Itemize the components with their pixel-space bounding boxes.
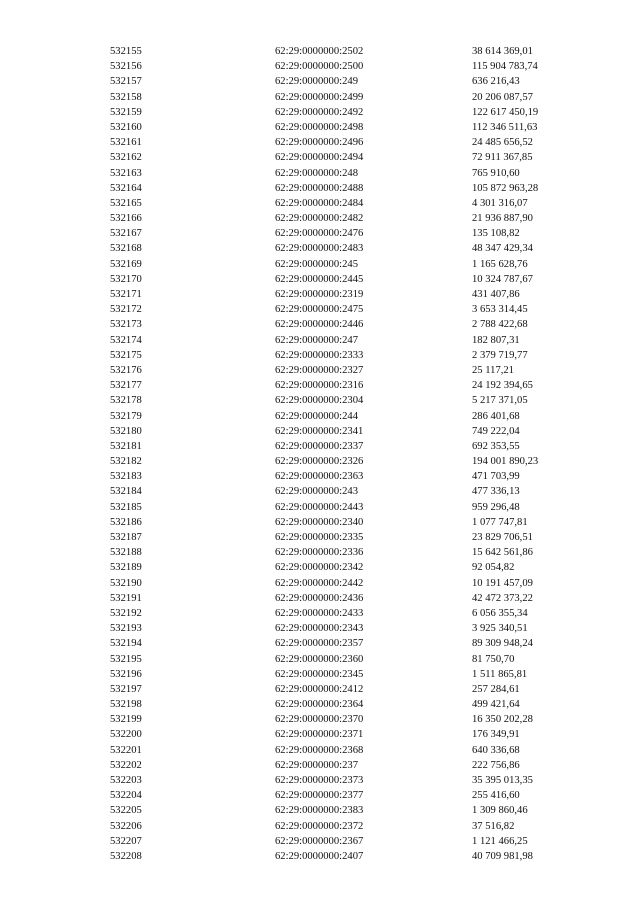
row-id: 532159 <box>110 106 142 118</box>
cadastral-number: 62:29:0000000:2496 <box>275 137 364 149</box>
cadastral-number: 62:29:0000000:249 <box>275 76 358 88</box>
row-id: 532203 <box>110 775 142 786</box>
row-id: 532175 <box>110 349 142 361</box>
cadastral-number: 62:29:0000000:2335 <box>275 532 364 543</box>
cadastral-value: 3 653 314,45 <box>472 304 528 316</box>
cadastral-number: 62:29:0000000:2340 <box>275 516 364 528</box>
table-row <box>0 515 640 530</box>
row-id: 532208 <box>110 850 142 862</box>
cadastral-value: 15 642 561,86 <box>472 547 533 559</box>
row-id: 532189 <box>110 562 142 574</box>
cadastral-number: 62:29:0000000:2327 <box>275 364 364 376</box>
row-id: 532202 <box>110 759 142 771</box>
cadastral-value: 4 301 316,07 <box>472 197 528 209</box>
table-row <box>0 348 640 363</box>
cadastral-number: 62:29:0000000:2333 <box>275 349 364 361</box>
row-id: 532176 <box>110 364 142 376</box>
cadastral-number: 62:29:0000000:2446 <box>275 319 364 331</box>
cadastral-value: 24 485 656,52 <box>472 137 533 149</box>
table-row <box>0 317 640 332</box>
cadastral-number: 62:29:0000000:2368 <box>275 744 364 756</box>
table-row <box>0 849 640 864</box>
cadastral-number: 62:29:0000000:2377 <box>275 790 364 802</box>
cadastral-number: 62:29:0000000:2482 <box>275 213 364 225</box>
table-row <box>0 196 640 211</box>
row-id: 532172 <box>110 304 142 316</box>
cadastral-value: 1 121 466,25 <box>472 835 528 847</box>
cadastral-number: 62:29:0000000:2342 <box>275 562 364 574</box>
row-id: 532183 <box>110 471 142 483</box>
cadastral-value: 89 309 948,24 <box>472 638 533 650</box>
cadastral-number: 62:29:0000000:2304 <box>275 395 364 407</box>
cadastral-number: 62:29:0000000:2483 <box>275 243 364 255</box>
cadastral-number: 62:29:0000000:244 <box>275 410 358 422</box>
cadastral-number: 62:29:0000000:2319 <box>275 289 364 300</box>
cadastral-value: 10 324 787,67 <box>472 273 533 285</box>
table-row <box>0 834 640 849</box>
cadastral-value: 765 910,60 <box>472 167 520 179</box>
row-id: 532185 <box>110 501 142 513</box>
cadastral-number: 62:29:0000000:247 <box>275 334 358 346</box>
cadastral-value: 2 788 422,68 <box>472 319 528 331</box>
cadastral-number: 62:29:0000000:2373 <box>275 775 364 786</box>
row-id: 532186 <box>110 516 142 528</box>
cadastral-number: 62:29:0000000:2494 <box>275 152 364 164</box>
cadastral-value: 3 925 340,51 <box>472 623 528 635</box>
cadastral-value: 25 117,21 <box>472 364 514 376</box>
cadastral-number: 62:29:0000000:2443 <box>275 501 364 513</box>
cadastral-number: 62:29:0000000:2476 <box>275 228 364 240</box>
cadastral-number: 62:29:0000000:2492 <box>275 106 364 118</box>
cadastral-value: 471 703,99 <box>472 471 520 483</box>
row-id: 532205 <box>110 805 142 817</box>
row-id: 532190 <box>110 577 142 589</box>
row-id: 532179 <box>110 410 142 422</box>
row-id: 532164 <box>110 182 142 194</box>
table-row <box>0 500 640 515</box>
row-id: 532181 <box>110 440 142 452</box>
table-row <box>0 393 640 408</box>
cadastral-value: 959 296,48 <box>472 501 520 513</box>
cadastral-value: 222 756,86 <box>472 759 520 771</box>
cadastral-value: 38 614 369,01 <box>472 46 533 57</box>
table-row <box>0 621 640 636</box>
table-row <box>0 560 640 575</box>
table-row <box>0 150 640 165</box>
cadastral-value: 1 511 865,81 <box>472 668 528 680</box>
row-id: 532173 <box>110 319 142 331</box>
table-row <box>0 333 640 348</box>
table-row <box>0 819 640 834</box>
cadastral-number: 62:29:0000000:2367 <box>275 835 364 847</box>
row-id: 532188 <box>110 547 142 559</box>
table-row <box>0 272 640 287</box>
cadastral-number: 62:29:0000000:2436 <box>275 592 364 604</box>
table-row <box>0 636 640 651</box>
table-row <box>0 439 640 454</box>
row-id: 532198 <box>110 699 142 711</box>
table-row <box>0 257 640 272</box>
cadastral-number: 62:29:0000000:2343 <box>275 623 364 635</box>
row-id: 532182 <box>110 456 142 468</box>
cadastral-value: 115 904 783,74 <box>472 61 538 73</box>
cadastral-number: 62:29:0000000:2383 <box>275 805 364 817</box>
table-row <box>0 90 640 105</box>
table-row <box>0 530 640 545</box>
cadastral-value: 81 750,70 <box>472 653 515 665</box>
row-id: 532177 <box>110 380 142 392</box>
table-row <box>0 59 640 74</box>
cadastral-number: 62:29:0000000:2357 <box>275 638 364 650</box>
cadastral-number: 62:29:0000000:2442 <box>275 577 364 589</box>
row-id: 532162 <box>110 152 142 164</box>
row-id: 532167 <box>110 228 142 240</box>
cadastral-value: 40 709 981,98 <box>472 850 533 862</box>
row-id: 532174 <box>110 334 142 346</box>
row-id: 532197 <box>110 683 142 695</box>
row-id: 532204 <box>110 790 142 802</box>
cadastral-value: 10 191 457,09 <box>472 577 533 589</box>
cadastral-value: 182 807,31 <box>472 334 520 346</box>
row-id: 532156 <box>110 61 142 73</box>
table-row <box>0 788 640 803</box>
row-id: 532187 <box>110 532 142 543</box>
table-row <box>0 287 640 302</box>
cadastral-value: 135 108,82 <box>472 228 520 240</box>
cadastral-value: 431 407,86 <box>472 289 520 300</box>
cadastral-number: 62:29:0000000:2484 <box>275 197 364 209</box>
table-row <box>0 682 640 697</box>
table-row <box>0 773 640 788</box>
table-row <box>0 454 640 469</box>
row-id: 532171 <box>110 289 142 300</box>
row-id: 532178 <box>110 395 142 407</box>
row-id: 532180 <box>110 425 142 437</box>
table-row <box>0 44 640 59</box>
cadastral-value: 636 216,43 <box>472 76 520 88</box>
table-row <box>0 105 640 120</box>
cadastral-value: 42 472 373,22 <box>472 592 533 604</box>
table-row <box>0 241 640 256</box>
cadastral-value: 2 379 719,77 <box>472 349 528 361</box>
row-id: 532184 <box>110 486 142 498</box>
cadastral-number: 62:29:0000000:2475 <box>275 304 364 316</box>
table-row <box>0 545 640 560</box>
cadastral-value: 1 309 860,46 <box>472 805 528 817</box>
row-id: 532163 <box>110 167 142 179</box>
row-id: 532195 <box>110 653 142 665</box>
cadastral-number: 62:29:0000000:2488 <box>275 182 364 194</box>
table-row <box>0 120 640 135</box>
row-id: 532168 <box>110 243 142 255</box>
table-row <box>0 363 640 378</box>
cadastral-value: 257 284,61 <box>472 683 520 695</box>
table-row <box>0 166 640 181</box>
cadastral-value: 1 165 628,76 <box>472 258 528 270</box>
row-id: 532169 <box>110 258 142 270</box>
cadastral-number: 62:29:0000000:2371 <box>275 729 364 741</box>
cadastral-number: 62:29:0000000:2498 <box>275 121 364 133</box>
row-id: 532158 <box>110 91 142 103</box>
cadastral-value: 6 056 355,34 <box>472 607 528 619</box>
cadastral-value: 92 054,82 <box>472 562 515 574</box>
cadastral-number: 62:29:0000000:2499 <box>275 91 364 103</box>
cadastral-number: 62:29:0000000:2370 <box>275 714 364 726</box>
cadastral-number: 62:29:0000000:2316 <box>275 380 364 392</box>
cadastral-number: 62:29:0000000:2500 <box>275 61 364 73</box>
table-row <box>0 576 640 591</box>
cadastral-value: 20 206 087,57 <box>472 91 533 103</box>
table-row <box>0 591 640 606</box>
cadastral-value: 749 222,04 <box>472 425 520 437</box>
table-row <box>0 697 640 712</box>
table-row <box>0 378 640 393</box>
row-id: 532155 <box>110 46 142 57</box>
row-id: 532200 <box>110 729 142 741</box>
row-id: 532201 <box>110 744 142 756</box>
row-id: 532170 <box>110 273 142 285</box>
cadastral-value: 72 911 367,85 <box>472 152 533 164</box>
data-table <box>0 44 640 864</box>
row-id: 532165 <box>110 197 142 209</box>
cadastral-value: 176 349,91 <box>472 729 520 741</box>
table-row <box>0 302 640 317</box>
cadastral-value: 640 336,68 <box>472 744 520 756</box>
cadastral-number: 62:29:0000000:248 <box>275 167 358 179</box>
table-row <box>0 469 640 484</box>
row-id: 532196 <box>110 668 142 680</box>
cadastral-number: 62:29:0000000:2412 <box>275 683 364 695</box>
cadastral-number: 62:29:0000000:2337 <box>275 440 364 452</box>
table-row <box>0 181 640 196</box>
table-row <box>0 712 640 727</box>
table-row <box>0 484 640 499</box>
row-id: 532206 <box>110 820 142 832</box>
table-row <box>0 667 640 682</box>
table-row <box>0 211 640 226</box>
cadastral-value: 477 336,13 <box>472 486 520 498</box>
table-row <box>0 727 640 742</box>
cadastral-number: 62:29:0000000:2360 <box>275 653 364 665</box>
row-id: 532161 <box>110 137 142 149</box>
table-row <box>0 226 640 241</box>
row-id: 532194 <box>110 638 142 650</box>
row-id: 532192 <box>110 607 142 619</box>
table-row <box>0 135 640 150</box>
cadastral-number: 62:29:0000000:2445 <box>275 273 364 285</box>
cadastral-value: 105 872 963,28 <box>472 182 539 194</box>
cadastral-number: 62:29:0000000:2372 <box>275 820 364 832</box>
cadastral-value: 5 217 371,05 <box>472 395 528 407</box>
row-id: 532191 <box>110 592 142 604</box>
table-row <box>0 74 640 89</box>
cadastral-number: 62:29:0000000:2407 <box>275 850 364 862</box>
cadastral-number: 62:29:0000000:245 <box>275 258 358 270</box>
row-id: 532207 <box>110 835 142 847</box>
cadastral-number: 62:29:0000000:2502 <box>275 46 364 57</box>
cadastral-value: 194 001 890,23 <box>472 456 539 468</box>
cadastral-number: 62:29:0000000:2364 <box>275 699 364 711</box>
table-row <box>0 409 640 424</box>
table-row <box>0 803 640 818</box>
table-row <box>0 743 640 758</box>
cadastral-number: 62:29:0000000:2326 <box>275 456 364 468</box>
row-id: 532157 <box>110 76 142 88</box>
cadastral-value: 35 395 013,35 <box>472 775 533 786</box>
row-id: 532199 <box>110 714 142 726</box>
cadastral-number: 62:29:0000000:2363 <box>275 471 364 483</box>
cadastral-number: 62:29:0000000:2336 <box>275 547 364 559</box>
cadastral-number: 62:29:0000000:237 <box>275 759 358 771</box>
cadastral-number: 62:29:0000000:243 <box>275 486 358 498</box>
cadastral-value: 23 829 706,51 <box>472 532 533 543</box>
cadastral-value: 1 077 747,81 <box>472 516 528 528</box>
row-id: 532193 <box>110 623 142 635</box>
cadastral-value: 37 516,82 <box>472 820 515 832</box>
cadastral-number: 62:29:0000000:2341 <box>275 425 364 437</box>
cadastral-value: 24 192 394,65 <box>472 380 533 392</box>
cadastral-value: 499 421,64 <box>472 699 520 711</box>
cadastral-value: 122 617 450,19 <box>472 106 539 118</box>
table-row <box>0 758 640 773</box>
cadastral-value: 112 346 511,63 <box>472 121 538 133</box>
cadastral-value: 286 401,68 <box>472 410 520 422</box>
cadastral-value: 48 347 429,34 <box>472 243 533 255</box>
cadastral-value: 255 416,60 <box>472 790 520 802</box>
table-row <box>0 652 640 667</box>
row-id: 532160 <box>110 121 142 133</box>
table-row <box>0 424 640 439</box>
cadastral-value: 21 936 887,90 <box>472 213 533 225</box>
row-id: 532166 <box>110 213 142 225</box>
cadastral-value: 692 353,55 <box>472 440 520 452</box>
cadastral-number: 62:29:0000000:2433 <box>275 607 364 619</box>
table-row <box>0 606 640 621</box>
cadastral-number: 62:29:0000000:2345 <box>275 668 364 680</box>
cadastral-value: 16 350 202,28 <box>472 714 533 726</box>
